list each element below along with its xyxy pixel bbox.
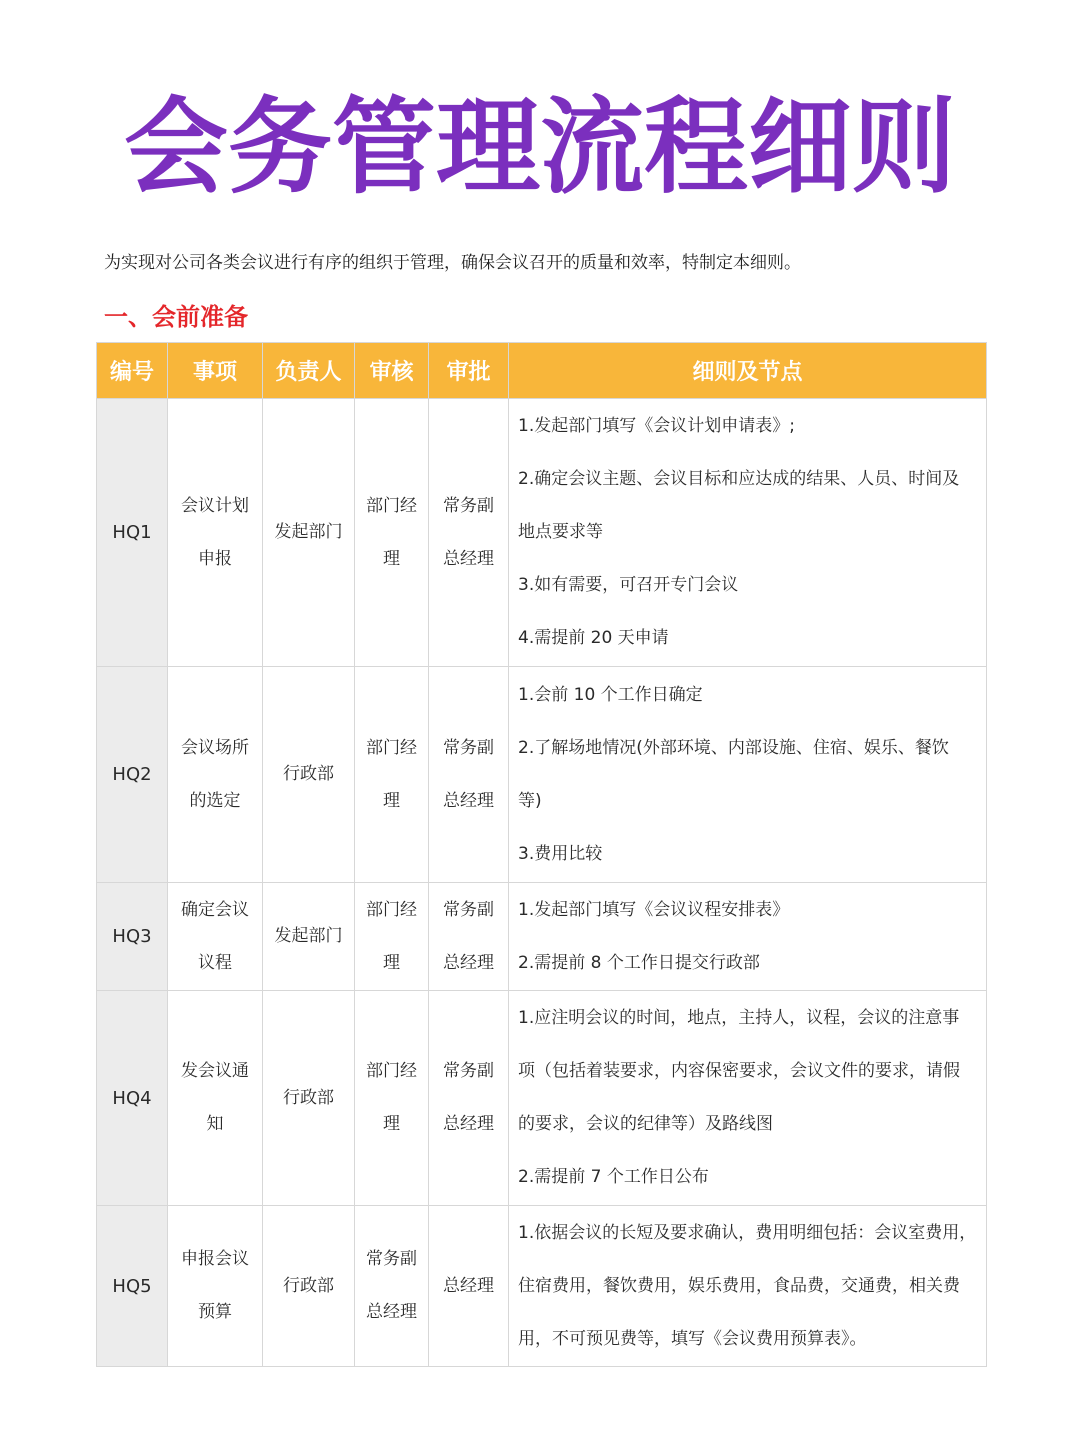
details-text-line: 1.会前 10 个工作日确定: [518, 684, 703, 705]
details-text-line: 3.费用比较: [518, 843, 603, 864]
item-text-line: 确定会议: [181, 899, 249, 920]
details-text-line: 2.需提前 7 个工作日公布: [518, 1167, 709, 1187]
row-approve-cell: [429, 991, 509, 1206]
row-id-cell: HQ3: [97, 883, 168, 991]
item-text-line: 会议计划: [181, 495, 249, 516]
item-text-line: 会议场所: [181, 737, 249, 758]
row-id-cell: HQ5: [97, 1206, 168, 1367]
row-owner-cell: 行政部: [263, 667, 355, 883]
details-text-line: 住宿费用，餐饮费用，娱乐费用，食品费，交通费，相关费: [518, 1275, 960, 1296]
approve-text-line: 总经理: [443, 1275, 494, 1296]
details-text-line: 2.需提前 8 个工作日提交行政部: [518, 952, 760, 973]
header-details: 细则及节点: [509, 343, 987, 399]
item-text-line: 的选定: [189, 790, 241, 811]
table-row: [97, 991, 987, 1206]
review-text-line: 理: [383, 548, 400, 569]
details-text-line: 3.如有需要，可召开专门会议: [518, 575, 739, 595]
row-owner-cell: 发起部门: [263, 399, 355, 667]
approve-text-line: 总经理: [443, 790, 494, 811]
details-text-line: 等): [518, 790, 542, 811]
row-approve-cell: [429, 399, 509, 667]
table-row: [97, 1206, 987, 1367]
section-heading: 一、会前准备: [104, 303, 248, 331]
item-text-line: 申报: [198, 548, 232, 569]
table-header-row: [97, 343, 987, 399]
review-text-line: 理: [383, 790, 400, 811]
details-text-line: 1.应注明会议的时间，地点，主持人，议程，会议的注意事: [518, 1008, 960, 1028]
row-details-cell: [509, 399, 987, 667]
review-text-line: 理: [383, 1114, 400, 1134]
row-review-cell: [355, 399, 429, 667]
table-row: [97, 399, 987, 667]
row-item-cell: [168, 991, 263, 1206]
table-row: [97, 883, 987, 991]
details-text-line: 4.需提前 20 天申请: [518, 628, 669, 648]
approve-text-line: 常务副: [443, 495, 494, 516]
row-owner-cell: 发起部门: [263, 883, 355, 991]
table-body: [97, 399, 987, 1367]
approve-text-line: 总经理: [443, 1114, 494, 1134]
row-details-cell: [509, 883, 987, 991]
row-id-cell: HQ4: [97, 991, 168, 1206]
review-text-line: 部门经: [366, 495, 417, 516]
details-text-line: 1.发起部门填写《会议议程安排表》: [518, 899, 790, 920]
approve-text-line: 常务副: [443, 737, 494, 758]
row-review-cell: [355, 667, 429, 883]
row-id-cell: HQ2: [97, 667, 168, 883]
row-owner-cell: 行政部: [263, 991, 355, 1206]
header-id: 编号: [97, 343, 168, 399]
approve-text-line: 总经理: [443, 548, 494, 569]
details-text-line: 项（包括着装要求，内容保密要求，会议文件的要求，请假: [518, 1061, 960, 1081]
row-item-cell: [168, 667, 263, 883]
row-id-cell: HQ1: [97, 399, 168, 667]
review-text-line: 常务副: [366, 1249, 417, 1269]
review-text-line: 总经理: [366, 1302, 417, 1322]
details-text-line: 1.依据会议的长短及要求确认，费用明细包括：会议室费用，: [518, 1222, 977, 1243]
row-approve-cell: [429, 1206, 509, 1367]
header-review: 审核: [355, 343, 429, 399]
details-text-line: 的要求，会议的纪律等）及路线图: [518, 1114, 773, 1134]
approve-text-line: 常务副: [443, 1061, 494, 1081]
row-review-cell: [355, 991, 429, 1206]
item-text-line: 申报会议: [181, 1249, 249, 1269]
row-details-cell: [509, 1206, 987, 1367]
page-title: 会务管理流程细则: [123, 86, 956, 208]
details-text-line: 地点要求等: [518, 522, 603, 542]
header-item: 事项: [168, 343, 263, 399]
review-text-line: 理: [383, 952, 400, 973]
row-details-cell: [509, 991, 987, 1206]
row-item-cell: [168, 399, 263, 667]
row-details-cell: [509, 667, 987, 883]
row-item-cell: [168, 883, 263, 991]
approve-text-line: 常务副: [443, 899, 494, 920]
details-text-line: 2.了解场地情况(外部环境、内部设施、住宿、娱乐、餐饮: [518, 737, 949, 758]
review-text-line: 部门经: [366, 899, 417, 920]
process-table: [96, 342, 987, 1367]
item-text-line: 议程: [198, 952, 232, 973]
item-text-line: 发会议通: [181, 1061, 249, 1081]
approve-text-line: 总经理: [443, 952, 494, 973]
item-text-line: 知: [206, 1114, 224, 1134]
header-owner: 负责人: [263, 343, 355, 399]
table-row: [97, 667, 987, 883]
row-approve-cell: [429, 883, 509, 991]
details-text-line: 2.确定会议主题、会议目标和应达成的结果、人员、时间及: [518, 469, 960, 489]
row-review-cell: [355, 883, 429, 991]
row-review-cell: [355, 1206, 429, 1367]
review-text-line: 部门经: [366, 1061, 417, 1081]
review-text-line: 部门经: [366, 737, 417, 758]
row-item-cell: [168, 1206, 263, 1367]
row-owner-cell: 行政部: [263, 1206, 355, 1367]
header-approve: 审批: [429, 343, 509, 399]
intro-paragraph: 为实现对公司各类会议进行有序的组织于管理，确保会议召开的质量和效率，特制定本细则。: [104, 253, 801, 273]
details-text-line: 用，不可预见费等，填写《会议费用预算表》。: [518, 1328, 867, 1349]
row-approve-cell: [429, 667, 509, 883]
details-text-line: 1.发起部门填写《会议计划申请表》;: [518, 416, 795, 436]
item-text-line: 预算: [198, 1302, 232, 1322]
